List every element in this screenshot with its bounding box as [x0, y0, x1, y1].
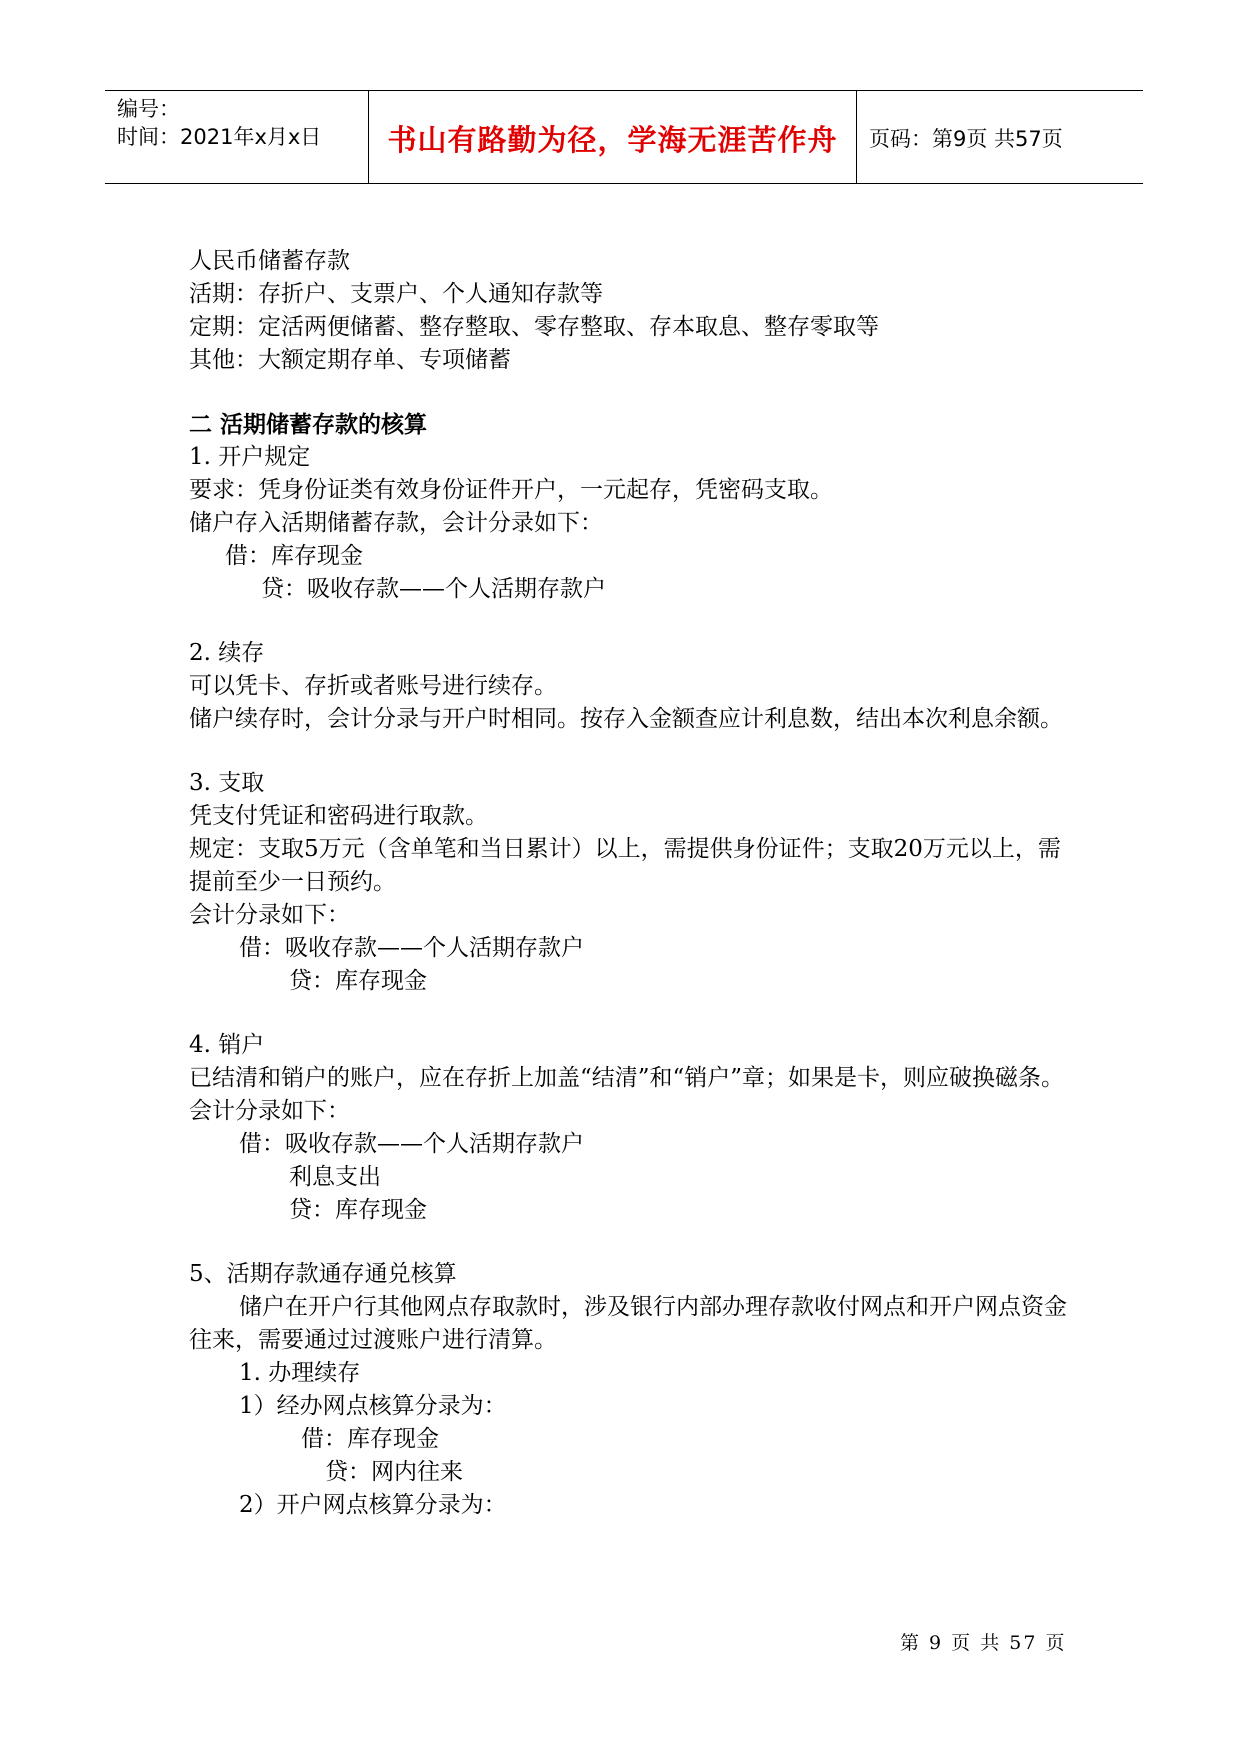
text-line: 1. 办理续存	[239, 1360, 361, 1386]
text-line: 活期：存折户、支票户、个人通知存款等	[189, 281, 603, 307]
subsection-title: 2. 续存	[189, 640, 265, 666]
text-paragraph: 规定：支取5万元（含单笔和当日累计）以上，需提供身份证件；支取20万元以上，需提前至少一日预约。	[189, 836, 1061, 895]
text-paragraph: 储户在开户行其他网点存取款时，涉及银行内部办理存款收付网点和开户网点资金往来，需要通过过渡账户进行清算。	[189, 1294, 1067, 1353]
number-label: 编号：	[117, 97, 180, 121]
text-line: 2）开户网点核算分录为：	[239, 1492, 507, 1518]
header-left-cell	[105, 91, 369, 183]
text-line: 凭支付凭证和密码进行取款。	[189, 803, 488, 829]
subsection-title: 1. 开户规定	[189, 444, 311, 470]
subsection-title: 4. 销户	[189, 1032, 265, 1058]
text-line: 会计分录如下：	[189, 902, 350, 928]
text-line: 定期：定活两便储蓄、整存整取、零存整取、存本取息、整存零取等	[189, 314, 879, 340]
text-line: 要求：凭身份证类有效身份证件开户，一元起存，凭密码支取。	[189, 477, 833, 503]
text-line: 储户存入活期储蓄存款，会计分录如下：	[189, 510, 603, 536]
page-footer: 第 9 页 共 57 页	[900, 1632, 1067, 1654]
journal-debit: 借：库存现金	[301, 1426, 439, 1452]
journal-credit: 贷：吸收存款——个人活期存款户	[261, 576, 606, 602]
journal-debit-interest: 利息支出	[289, 1164, 381, 1190]
journal-debit: 借：吸收存款——个人活期存款户	[239, 1131, 584, 1157]
document-body	[189, 245, 1069, 1522]
header-motto: 书山有路勤为径，学海无涯苦作舟	[387, 123, 838, 157]
time-label: 时间：2021年x月x日	[117, 125, 322, 149]
section-title: 人民币储蓄存款	[189, 248, 350, 274]
journal-debit: 借：库存现金	[225, 543, 363, 569]
subsection-title: 5、活期存款通存通兑核算	[189, 1261, 457, 1287]
section-heading: 二 活期储蓄存款的核算	[189, 411, 428, 438]
journal-debit: 借：吸收存款——个人活期存款户	[239, 935, 584, 961]
journal-credit: 贷：网内往来	[325, 1459, 463, 1485]
text-line: 会计分录如下：	[189, 1098, 350, 1124]
text-line: 其他：大额定期存单、专项储蓄	[189, 347, 511, 373]
header-middle-cell	[369, 91, 857, 183]
page-header	[105, 90, 1143, 184]
text-paragraph: 已结清和销户的账户，应在存折上加盖“结清”和“销户”章；如果是卡，则应破换磁条。	[189, 1065, 1065, 1091]
subsection-title: 3. 支取	[189, 770, 265, 796]
journal-credit: 贷：库存现金	[289, 1197, 427, 1223]
header-page-label: 页码：第9页 共57页	[869, 127, 1063, 151]
header-right-cell	[857, 91, 1143, 183]
text-line: 1）经办网点核算分录为：	[239, 1393, 507, 1419]
journal-credit: 贷：库存现金	[289, 968, 427, 994]
text-line: 可以凭卡、存折或者账号进行续存。	[189, 673, 557, 699]
text-paragraph: 储户续存时，会计分录与开户时相同。按存入金额查应计利息数，结出本次利息余额。	[189, 706, 1063, 732]
